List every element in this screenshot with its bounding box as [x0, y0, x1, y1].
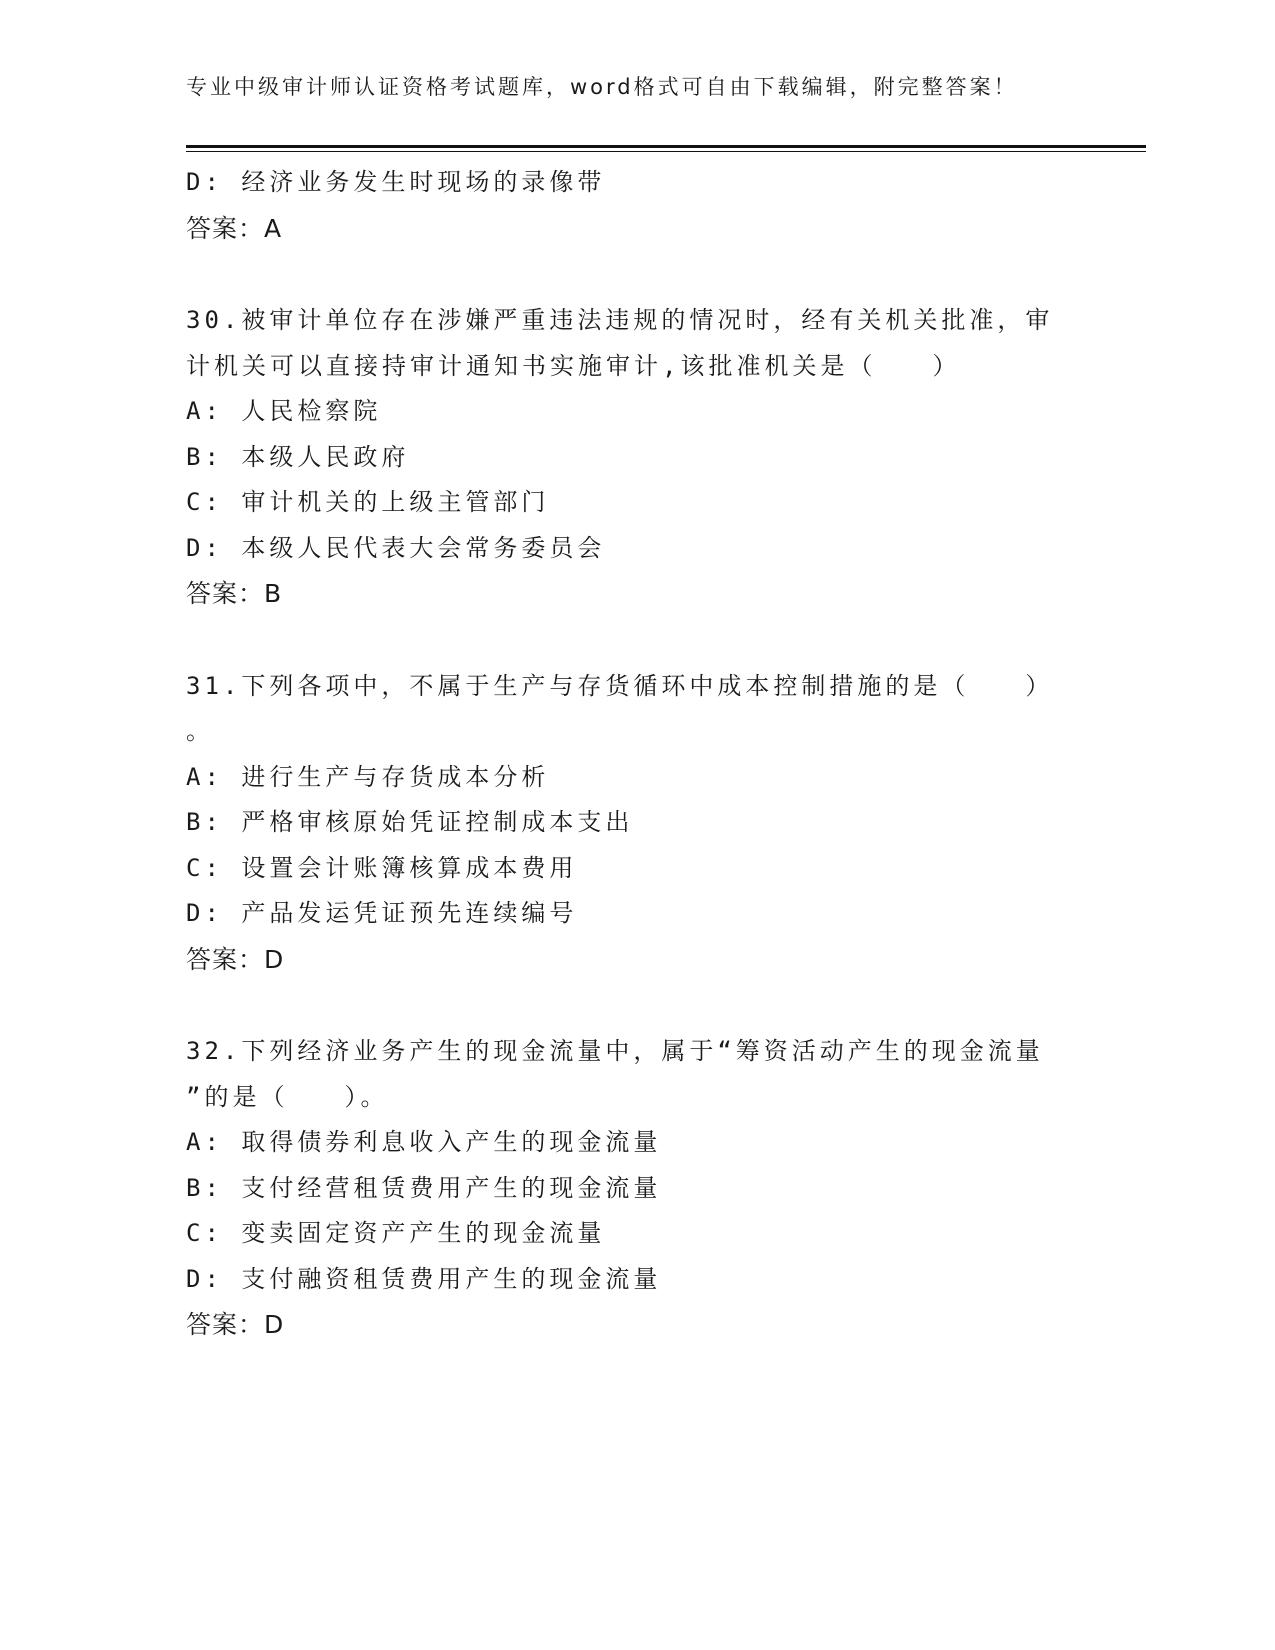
answer: 答案：A [186, 213, 283, 243]
answer: 答案：D [186, 1310, 285, 1339]
option-d: D: 产品发运凭证预先连续编号 [186, 899, 578, 927]
question-stem-line: 。 [186, 717, 214, 745]
option-d: D: 支付融资租赁费用产生的现金流量 [186, 1264, 662, 1293]
question-stem-line: 32.下列经济业务产生的现金流量中，属于“筹资活动产生的现金流量 [186, 1037, 1044, 1065]
header-rule-thick [186, 145, 1146, 148]
question-32 [186, 1029, 1086, 1348]
option-a: A: 进行生产与存货成本分析 [186, 762, 550, 791]
question-stem-line: ”的是（ ）。 [186, 1082, 389, 1111]
option-d: D: 本级人民代表大会常务委员会 [186, 533, 606, 562]
question-31 [186, 664, 1086, 983]
question-30 [186, 298, 1086, 617]
question-stem-line: 计机关可以直接持审计通知书实施审计,该批准机关是（ ） [186, 351, 961, 380]
option-c: C: 审计机关的上级主管部门 [186, 488, 550, 516]
option-c: C: 设置会计账簿核算成本费用 [186, 853, 578, 882]
header-rule-thin [186, 151, 1146, 152]
option-c: C: 变卖固定资产产生的现金流量 [186, 1219, 606, 1247]
question-stem-line: 30.被审计单位存在涉嫌严重违法违规的情况时，经有关机关批准，审 [186, 306, 1054, 334]
page-header: 专业中级审计师认证资格考试题库，word格式可自由下载编辑，附完整答案！ [186, 75, 1018, 99]
option-d: D: 经济业务发生时现场的录像带 [186, 168, 606, 196]
answer: 答案：B [186, 579, 283, 608]
option-b: B: 严格审核原始凭证控制成本支出 [186, 808, 634, 836]
question-content [186, 160, 1086, 1348]
question-stem-line: 31.下列各项中，不属于生产与存货循环中成本控制措施的是（ ） [186, 671, 1054, 700]
answer: 答案：D [186, 944, 285, 974]
option-a: A: 人民检察院 [186, 397, 382, 425]
option-b: B: 支付经营租赁费用产生的现金流量 [186, 1173, 662, 1202]
option-b: B: 本级人民政府 [186, 442, 410, 471]
option-a: A: 取得债券利息收入产生的现金流量 [186, 1128, 662, 1156]
